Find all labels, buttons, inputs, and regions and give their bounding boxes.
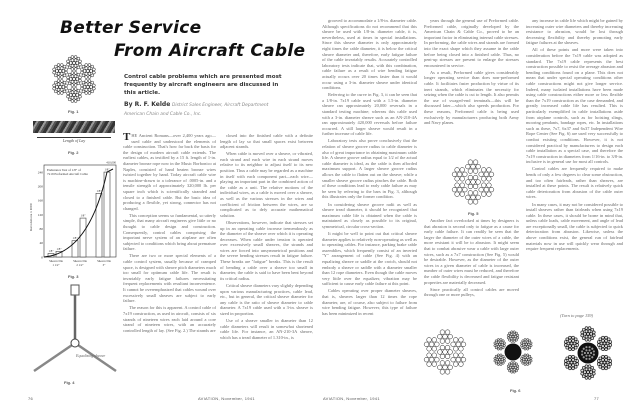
- y-tick-label: 80: [39, 226, 43, 231]
- y-tick-label: 240: [37, 170, 43, 175]
- chart-bar: [104, 172, 110, 257]
- cable-strand: [581, 327, 595, 341]
- drop-cap: T: [123, 133, 131, 143]
- cable-strand: [597, 336, 611, 350]
- cable-strand: [564, 355, 578, 369]
- chart-bar: [72, 241, 78, 257]
- fig4-caption: Fig. 4: [64, 380, 75, 385]
- cable-strand: [424, 337, 439, 351]
- cable-core: [505, 344, 522, 361]
- y-tick-label: 200: [37, 184, 43, 189]
- cable-strand: [564, 336, 578, 350]
- bar-label: 1/8": [56, 246, 62, 251]
- right-issue-line: AVIATION, November, 1941: [323, 396, 380, 401]
- bar-label: 1/8": [104, 167, 110, 172]
- fig4-equalizing-sheave-label: Equalizing sheave: [76, 353, 106, 358]
- bar-label: 1/8": [80, 213, 86, 218]
- paragraph: It might be well to point out that critical sheave diameter applies to relatively non-operating as well as to operating cables. For instance, parking brake cable assemblies, which frequently consist of an inverted "Y" arrangement of cable (See Fig. 4) with an equalizing sheave or saddle at the crotch, should not embody a sheave or saddle with a diameter smaller than 12 rope diameters. Even though the cable moves very little over the equalizer, vibration may be sufficient to cause early cable failure at this point.: [322, 230, 417, 287]
- cable-strand: [479, 167, 494, 181]
- paragraph: Critical sheave diameters vary slightly depending upon various manufacturing practices, cable lead, etc., but in general, the critical sheave diameter for any cable is the ratio of sheave diameter to cable diameter. A 7x19 cable used with a 3-in. sheave is sized in proportion.: [220, 282, 313, 316]
- cable-strand: [465, 191, 480, 205]
- paragraph: This conception seems so fundamental, so utterly simple, that many aircraft engineers give little or no thought to cable design and construction. Consequently, control cables comprising the important nerve system of an airplane are often subjected to conditions which bring about premature failure.: [123, 212, 216, 252]
- paragraph: Observations, however, indicate that stresses set up in an operating cable increase tremendously as the diameter of the sheave over which it is operating decreases. When cable under tension is operated over excessively small sheaves, the strands and wires are forced into unsymmetrical positions and the severe bending stresses result in fatigue failure. These breaks are "fatigue" breaks. This is the result of bending a cable over a sheave too small in diameter, the cable is said to have been bent beyond its critical radius.: [220, 219, 313, 281]
- group-label: Sheave Dia 3": [97, 259, 111, 267]
- paragraph: Since practically all control cables are moved through one or more pulleys,: [424, 286, 519, 298]
- cable-strand: [507, 362, 519, 374]
- cable-strand: [437, 361, 452, 375]
- group-label: Sheave Dia 2 1/2": [73, 259, 87, 267]
- byline: [124, 101, 304, 119]
- cable-strand: [67, 72, 82, 87]
- fig2-cable-photo: [33, 121, 115, 145]
- cable-strand: [452, 183, 467, 197]
- paragraph: grooved to accommodate a 1/8-in. diameter cable. Although specifications do not recommend that this sheave be used with 1/8-in. diameter cable, it is, nevertheless, used at times in special installations. Since this sheave diameter is only approximately eight times the cable diameter, it is below the critical sheave diameter and, therefore, early fatigue failure of the cable invariably results. Accurately controlled laboratory tests indicate that, with this combination, cable failure as a result of wire bending fatigue actually occurs over 20 times faster than it would occur using a 3-in. diameter sheave under identical conditions.: [322, 18, 417, 91]
- bar-label: 1/8": [72, 236, 78, 241]
- fig6-6x37-iwrc-section: [557, 322, 619, 384]
- fig3-endurance-chart: [28, 157, 120, 272]
- fig5-7x7-cross-section: [448, 157, 498, 207]
- cable-strand: [494, 338, 506, 350]
- fig2-caption: Fig. 2: [68, 150, 79, 155]
- cable-strand: [494, 354, 506, 366]
- left-page-number: 76: [28, 396, 34, 401]
- y-tick-label: 120: [37, 212, 43, 217]
- y-axis-label: Revolutions x 1000: [29, 203, 33, 231]
- cable-strand: [597, 355, 611, 369]
- paragraph: All of these points and more were taken into consideration before the 7x19 cable was adopted as standard. The 7x19 cable represents the best construction possible to resist the average abrasion and bending conditions found on a plane. This does not mean that under special operating conditions other cable constructions might not give longer service. Indeed, many isolated installations have been made using cable constructions either more or less flexible than the 7x19 construction as the case demanded, and greatly increased cable life has resulted. This is particularly exemplified in cable installations aside from airplane controls, such as for hoisting slings, mooring pendants, bandage ropes, etc. In installations such as these, 7x7, 6x37 and 6x37 Independent Wire Rope Center (See Fig. 6) are used very successfully to combat existing conditions. However, it is not considered practical by manufacturers to design each cable installation as a special case, and therefore the 7x19 construction in diameters from 1/16-in. to 3/8-in. inclusive is in general use for most all controls.: [526, 47, 623, 165]
- paragraph: any increase in cable life which might be gained by increasing outer wire diameters and thereby increasing resistance to abrasion, would be lost through decreasing flexibility and thereby promoting early fatigue failures at the sheaves.: [526, 18, 623, 46]
- right-column-2-bottom: [424, 218, 519, 316]
- chart-bar: [96, 193, 102, 257]
- paragraph: years through the general use of Preformed cable. Preformed cable, originally developed by the American Chain & Cable Co., proved to be an important factor in eliminating internal cable stresses. In preforming, the cable wires and strands are formed into the exact shape which they assume in the cable before being closed into a finished cable. Thus, no pent-up stresses are present to enlarge the stresses encountered in service.: [424, 18, 519, 68]
- right-column-1: [322, 18, 417, 380]
- fig5-caption: Fig. 5: [468, 211, 479, 216]
- cable-strand: [479, 183, 494, 197]
- endurance-curve: [44, 169, 113, 257]
- right-page-number: 77: [594, 396, 600, 401]
- fig2-length-of-lay-label: Length of Lay: [62, 138, 86, 143]
- cable-strand: [53, 64, 68, 79]
- fig3-caption: Fig. 3: [68, 274, 79, 279]
- cable-strand: [80, 64, 95, 79]
- cable-strand: [424, 353, 439, 367]
- cable-strand: [67, 56, 82, 71]
- fig4-left-cable: [34, 343, 75, 371]
- paragraph: closed into the finished cable with a definite length of lay so that small spaces exist between adjacent strands.: [220, 133, 313, 150]
- paragraph: The reason for this is apparent. A control cable of 7x19 construction, as used in aircraft, consists of six strands of nineteen wires each laid around a core strand of nineteen wires, with an accurately controlled length of lay. (See Fig. 2.) The strands are: [123, 305, 216, 333]
- cable-strand: [520, 338, 532, 350]
- paragraph: When cable is moved over a sheave, or vibrated, each strand and each wire in each strand moves relative to its neighbor to adjust itself to its new position. Thus a cable may be regarded as a machine in itself with each component part—each wire—playing an important part in the combined action of the cable as a unit. The relative motions of the individual wires, as a cable is moved over a sheave, as well as the various stresses in the wires and coefficient of friction between the wires, are so complicated as to defy accurate mathematical solution.: [220, 151, 313, 218]
- byline-role: District Sales Engineer, Aircraft Department: [172, 103, 269, 108]
- cable-strand: [80, 80, 95, 95]
- y-tick-label: 160: [37, 198, 43, 203]
- article-title-line2: From Aircraft Cable: [114, 41, 306, 61]
- cable-strand: [507, 331, 519, 343]
- cable-strand: [451, 353, 466, 367]
- fig1-caption: Fig. 1: [68, 109, 79, 114]
- fig6-caption: Fig. 6: [510, 388, 521, 393]
- left-issue-line: AVIATION, November, 1941: [198, 396, 255, 401]
- fig6-7x7-section: [420, 327, 470, 377]
- article-title-line1: Better Service: [60, 18, 202, 38]
- cable-strand: [437, 345, 452, 359]
- bar-label: 1/8": [48, 248, 54, 253]
- cable-strand: [67, 88, 82, 103]
- article-subtitle: Control cable problems which are presented most frequently by aircraft engineers are discussed in this article.: [124, 74, 282, 96]
- byline-company: American Chain and Cable Co., Inc.: [124, 112, 202, 117]
- cable-strand: [581, 365, 595, 379]
- group-label: Sheave Dia 1 1/2": [49, 259, 63, 267]
- fig6-6x37-section: [488, 327, 538, 377]
- right-column-2-top: [424, 18, 519, 146]
- byline-name: By R. F. Kelde: [124, 101, 171, 108]
- fig4-y-cable-diagram: [30, 283, 120, 375]
- paragraph: Laboratory tests also prove conclusively that the relation of sheave groove radius to cable diameter is also of great importance in obtaining maximum cable life. A sheave groove radius equal to 1/2 of the actual cable diameter is ideal, as the cable is then afforded maximum support. A larger sheave groove radius allows the cable to flatten out on the sheave; while a smaller sheave groove radius pinches the cable. Both of these conditions lead to early cable failure as may be seen by referring to the bars in Fig. 3, although this illustrates only the former condition.: [322, 138, 417, 200]
- cable-strand: [452, 167, 467, 181]
- paragraph: Another fact overlooked at times by designers is that abrasion is second only to fatigue as a cause for early cable failure. It can readily be seen that the larger the diameter of the outer wires of a cable, the more resistant it will be to abrasion. It might seem that to combat abrasive wear a cable with large outer wires, such as a 7x7 construction (See Fig. 5) would be desirable. However, as the diameter of the outer wires in a given diameter of cable is increased, the number of outer wires must be reduced, and therefore the cable flexibility is decreased and fatigue resistant properties are materially decreased.: [424, 218, 519, 285]
- top-value-label: 410,000: [106, 160, 116, 165]
- paragraph: Cables operating over proper diameter sheaves, that is, sheaves larger than 12 times the rope diameter, are, of course, also subject to failure from wire bending fatigue. However, this type of failure has been minimized in recent: [322, 288, 417, 316]
- paragraph: Control cables are frequently required to make bends of only a few degrees to clear some obstruction, and too often fairleads, rather than sheaves, are installed at these points. The result is relatively quick cable deterioration from abrasion of the cable outer wires.: [526, 166, 623, 200]
- paragraph: There are two or more special elements of a cable control system, usually because of cramped space, is designed with sheave pitch diameters much too small for optimum cable life. The result is invariably early fatigue failures necessitating frequent replacements with resultant inconvenience. It cannot be overemphasized that cables wound over excessively small sheaves are subject to early failure.: [123, 253, 216, 304]
- cable-strand: [53, 80, 68, 95]
- cable-strand: [437, 330, 452, 344]
- paragraph: Use of a sheave smaller in diameter than 12 cable diameters will result in somewhat shortened cable life. For instance, an AN-210-3A sheave, which has a tread diameter of 1.310-in., is: [220, 318, 313, 340]
- left-column-1: [123, 133, 216, 380]
- cable-strand: [451, 337, 466, 351]
- paragraph: As a result, Preformed cable gives considerably longer operating service than does non-preformed cable. It facilitates faster production by virtue of its inert strands, which eliminates the necessity for seizing when the cable is cut to length. It also permits the use of swaged-end terminals—this will be discussed later—which also speeds production. For these reasons, Preformed cable is being used exclusively by manufacturers producing both Army and Navy planes.: [424, 69, 519, 126]
- left-column-2: [220, 133, 313, 380]
- cable-strand: [465, 175, 480, 189]
- chart-title: Endurance Test of 1/8" of 7x19 Preformed Aircraft Cable: [47, 168, 88, 176]
- right-column-3: [526, 18, 623, 310]
- cable-strand: [520, 354, 532, 366]
- paragraph: Referring to the curve in Fig. 3, it can be seen that a 1/8-in. 7x19 cable used with a 1.5-in. diameter sheave ran approximately 20,000 reversals in a standard testing machine; whereas this cable used with a 3-in. diameter sheave such as an AN-210-4A ran approximately 420,000 reversals before failure occurred. A still larger sheave would result in a further increase of cable life.: [322, 92, 417, 137]
- paragraph: THE Ancient Romans—over 2,400 years ago—used cable and understood the elements of cable construction. That's how far back the basis for the design of modern aircraft cable extends. The earliest cables, as testified by a 15 ft. length of 1-in. diameter bronze rope now in the Music Borbonico at Naples, consisted of hand beaten bronze wires twisted together by hand. Today aircraft cable wire is machine-drawn to a tolerance of .0005-in. and a tensile strength of approximately 320,000 lb. per square inch which is scientifically stranded and closed to a finished cable. But the basic idea of producing a flexible, yet strong, connector has not changed.: [123, 133, 216, 211]
- chart-bar: [80, 218, 86, 257]
- y-tick-label: 0: [41, 255, 43, 260]
- bar-label: 1/8": [96, 188, 102, 193]
- fig4-clevis: [71, 285, 79, 295]
- fig4-equalizing-sheave: [71, 339, 79, 347]
- y-tick-label: 40: [39, 241, 43, 246]
- fig1-cable-cross-section: [48, 53, 100, 105]
- cable-strand: [465, 160, 480, 174]
- continued-note: (Turn to page 159): [560, 313, 594, 318]
- paragraph: In many cases, it may not be considered possible to install sheaves rather than fairleads when using 7x19 cable. In these cases, it should be borne in mind that, unless cable loads, cable movement, and angle of lead are exceptionally small, the cable is subjected to quick deterioration from abrasion. Likewise, unless the above conditions exist, the general run of fairlead materials now in use will quickly wear through and require frequent replacements.: [526, 201, 623, 252]
- paragraph: In considering sheave groove radii as well as sheave tread diameter, it should be recognized that maximum cable life is obtained when the cable is maintained as closely as possible to its original, symmetrical, circular cross-section.: [322, 201, 417, 229]
